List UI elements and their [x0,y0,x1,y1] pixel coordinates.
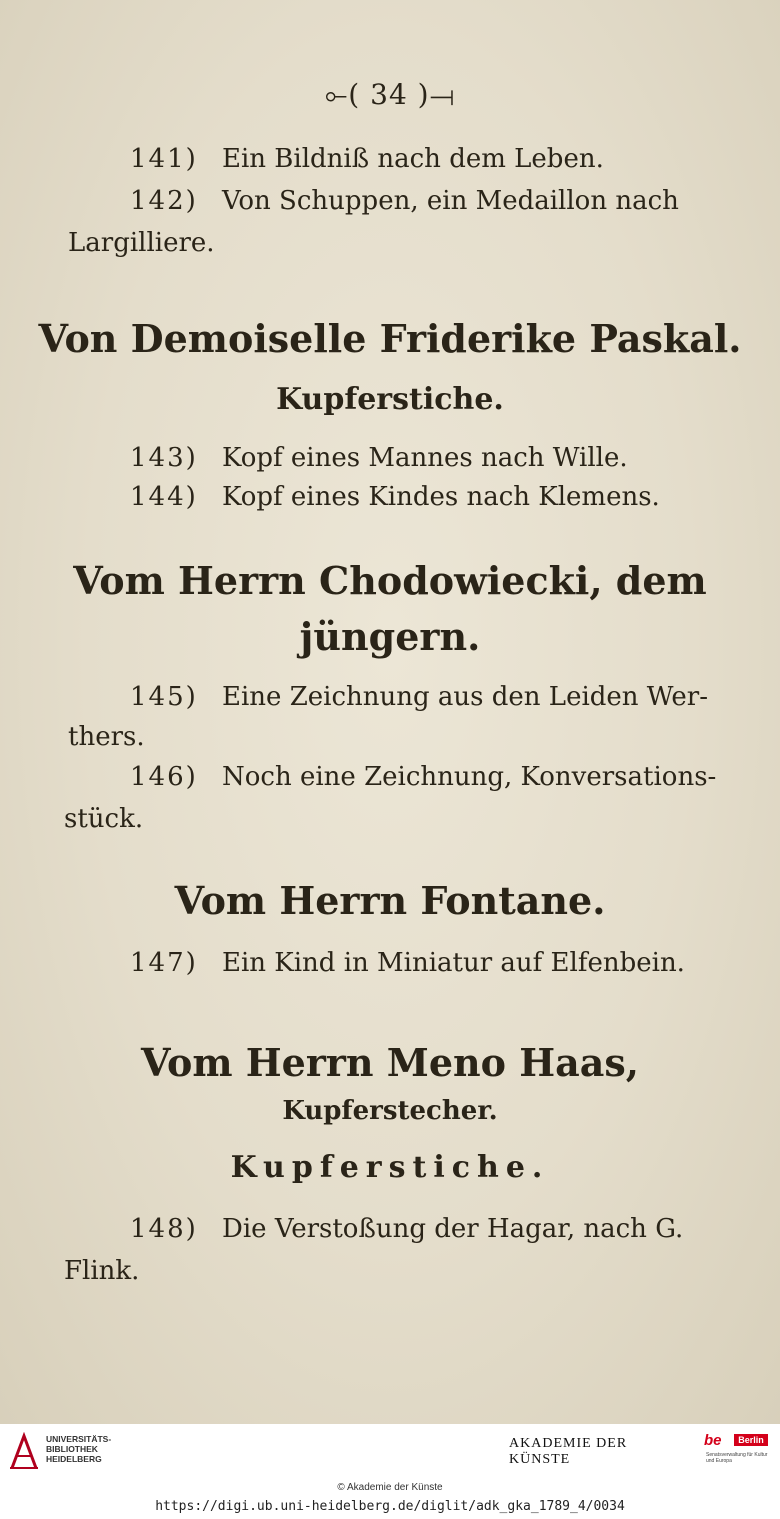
berlin-logo-box: Berlin [734,1434,768,1446]
entry-number: 148) [130,1214,198,1244]
entry-text: Noch eine Zeichnung, Konversations- [222,762,717,792]
section-heading: jüngern. [299,614,481,659]
section-heading: Vom Herrn Chodowiecki, dem [73,558,707,603]
section-subheading: Kupferstecher. [282,1096,498,1126]
entry-number: 142) [130,186,198,216]
entry-continuation: Largilliere. [68,228,215,258]
entry-text: Kopf eines Kindes nach Klemens. [222,482,660,512]
entry-text: Ein Kind in Miniatur auf Elfenbein. [222,948,685,978]
entry-number: 147) [130,948,198,978]
entry-continuation: Flink. [64,1256,140,1286]
entry-number: 143) [130,443,198,473]
entry-text: Von Schuppen, ein Medaillon nach [222,186,679,216]
ubh-logo-link[interactable] [8,1430,112,1474]
entry-text: Kopf eines Mannes nach Wille. [222,443,628,473]
adk-logo-text: AKADEMIE DER KÜNSTE [498,1432,690,1472]
entry-continuation: thers. [68,722,145,752]
entry-144 [130,482,660,512]
entry-142 [130,186,679,216]
entry-number: 146) [130,762,198,792]
adk-logo-link[interactable] [498,1433,690,1471]
entry-number: 145) [130,682,198,712]
entry-number: 144) [130,482,198,512]
section-subheading: Kupferstiche. [276,382,504,417]
library-icon [8,1432,40,1472]
page-number: ⟜( 34 )⟞ [324,78,456,111]
section-heading: Vom Herrn Meno Haas, [141,1040,639,1085]
copyright-text: © Akademie der Künste [337,1482,443,1493]
berlin-logo-be: be [704,1432,722,1449]
entry-continuation: stück. [64,804,144,834]
ubh-logo-text: UNIVERSITÄTS- BIBLIOTHEK HEIDELBERG [46,1434,112,1464]
entry-text: Eine Zeichnung aus den Leiden Wer- [222,682,709,712]
entry-148 [130,1214,683,1244]
berlin-logo-subtitle: Senatsverwaltung für Kultur und Europa [706,1452,768,1464]
berlin-logo-link[interactable] [704,1432,770,1474]
entry-145 [130,682,708,712]
entry-146 [130,762,716,792]
section-subheading: Kupferstiche. [230,1150,550,1185]
entry-text: Ein Bildniß nach dem Leben. [222,144,604,174]
entry-141 [130,144,604,174]
section-heading: Vom Herrn Fontane. [174,878,606,923]
entry-number: 141) [130,144,198,174]
section-heading: Von Demoiselle Friderike Paskal. [38,316,742,361]
entry-143 [130,443,628,473]
entry-text: Die Verstoßung der Hagar, nach G. [222,1214,684,1244]
permalink-url[interactable]: https://digi.ub.uni-heidelberg.de/diglit/adk_gka_1789_4/0034 [155,1499,625,1514]
entry-147 [130,948,685,978]
